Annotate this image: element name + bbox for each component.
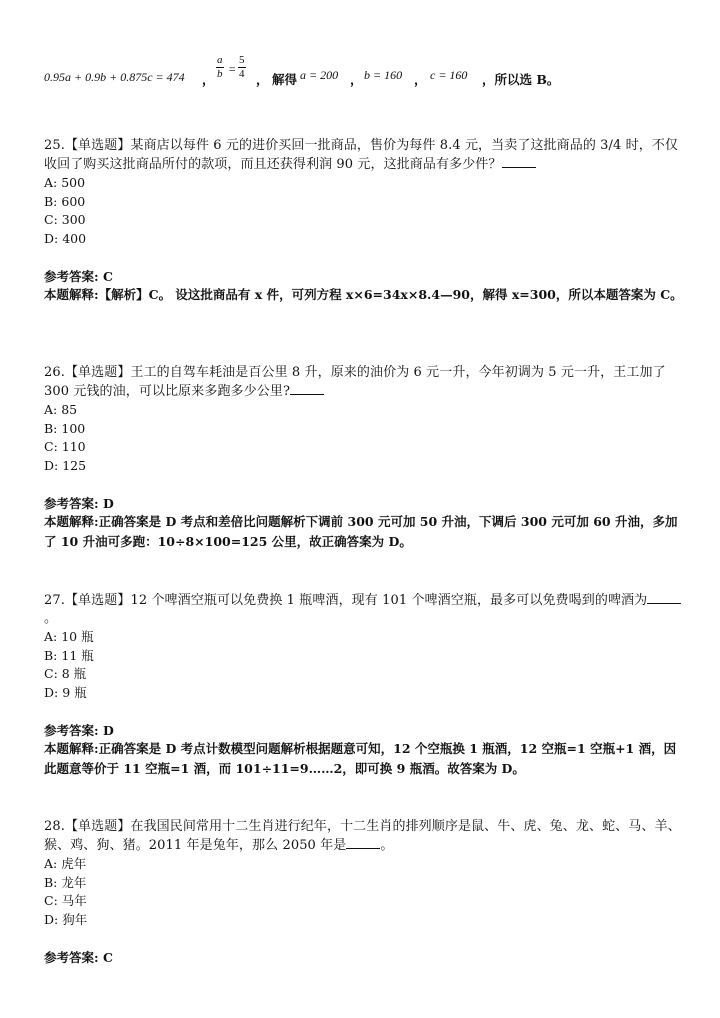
solve-prefix: 解得 — [272, 72, 298, 87]
separator: ， — [414, 72, 427, 87]
fraction-5-over-4: $\frac{5}{4}$ — [239, 54, 245, 80]
option-a: A: 10 瓶 — [44, 629, 94, 644]
option-a: A: 85 — [44, 402, 78, 417]
option-c: C: 300 — [44, 212, 86, 228]
option-c: C: 马年 — [44, 893, 87, 909]
reference-answer: 参考答案: C — [44, 268, 113, 284]
question-25 — [44, 137, 684, 305]
option-d: D: 125 — [44, 458, 87, 474]
explanation: 本题解释:正确答案是 D 考点计数模型问题解析根据题意可知，12 个空瓶换 1 瓶酒，12 空瓶=1 空瓶+1 酒，因此题意等价于 11 空瓶=1 酒，而 101÷11=9……2，即可换 9 瓶酒。故答案为 D。 — [44, 740, 677, 776]
reference-answer: 参考答案: C — [44, 949, 113, 965]
separator: ， — [202, 72, 215, 87]
option-d: D: 400 — [44, 231, 87, 247]
a-value: a = 200 — [300, 68, 339, 82]
option-a: A: 500 — [44, 175, 86, 190]
option-d: D: 9 瓶 — [44, 685, 87, 701]
option-b: B: 11 瓶 — [44, 647, 94, 663]
question-26 — [44, 364, 684, 552]
option-a: A: 虎年 — [44, 856, 87, 871]
option-b: B: 600 — [44, 193, 86, 209]
conclusion-text: ，所以选 B。 — [482, 72, 560, 87]
explanation: 本题解释:【解析】C。 设这批商品有 x 件，可列方程 x×6=34x×8.4—90，解得 x=300，所以本题答案为 C。 — [44, 286, 683, 302]
option-b: B: 龙年 — [44, 874, 87, 890]
option-c: C: 110 — [44, 439, 86, 455]
option-b: B: 100 — [44, 420, 86, 436]
question-27 — [44, 591, 684, 779]
answer-blank — [647, 591, 681, 604]
question-stem: 26.【单选题】王工的自驾车耗油是百公里 8 升，原来的油价为 6 元一升，今年初调为 5 元一升，王工加了 300 元钱的油，可以比原来多跑多少公里? — [44, 365, 666, 399]
separator: ， — [350, 72, 363, 87]
b-value: b = 160 — [364, 68, 403, 82]
question-stem: 28.【单选题】在我国民间常用十二生肖进行纪年，十二生肖的排列顺序是鼠、牛、虎、兔、龙、蛇、马、羊、猴、鸡、狗、猪。2011 年是兔年，那么 2050 年是 。 — [44, 819, 681, 853]
question-stem: 27.【单选题】12 个啤酒空瓶可以免费换 1 瓶啤酒，现有 101 个啤酒空瓶，最多可以免费喝到的啤酒为。 — [44, 591, 684, 628]
option-d: D: 狗年 — [44, 912, 88, 928]
separator: ， — [256, 72, 269, 87]
option-c: C: 8 瓶 — [44, 666, 87, 682]
answer-blank — [502, 155, 536, 168]
equation-text: 0.95a + 0.9b + 0.875c = 474 — [44, 70, 185, 84]
solution-formula-line — [44, 48, 684, 98]
question-28 — [44, 818, 684, 966]
fraction-equals: = — [228, 62, 237, 76]
reference-answer: 参考答案: D — [44, 495, 114, 511]
c-value: c = 160 — [430, 68, 468, 82]
fraction-a-over-b: $\frac{a}{b}$ — [217, 54, 223, 80]
explanation: 本题解释:正确答案是 D 考点和差倍比问题解析下调前 300 元可加 50 升油，下调后 300 元可加 60 升油，多加了 10 升油可多跑：10÷8×100=125 公里，故正确答案为 D。 — [44, 513, 678, 549]
reference-answer: 参考答案: D — [44, 722, 114, 738]
question-stem: 25.【单选题】某商店以每件 6 元的进价买回一批商品，售价为每件 8.4 元，当卖了这批商品的 3/4 时，不仅收回了购买这批商品所付的款项，而且还获得利润 90 元，这批商品有多少件？ — [44, 138, 679, 172]
answer-blank — [290, 382, 324, 395]
answer-blank — [346, 836, 380, 849]
